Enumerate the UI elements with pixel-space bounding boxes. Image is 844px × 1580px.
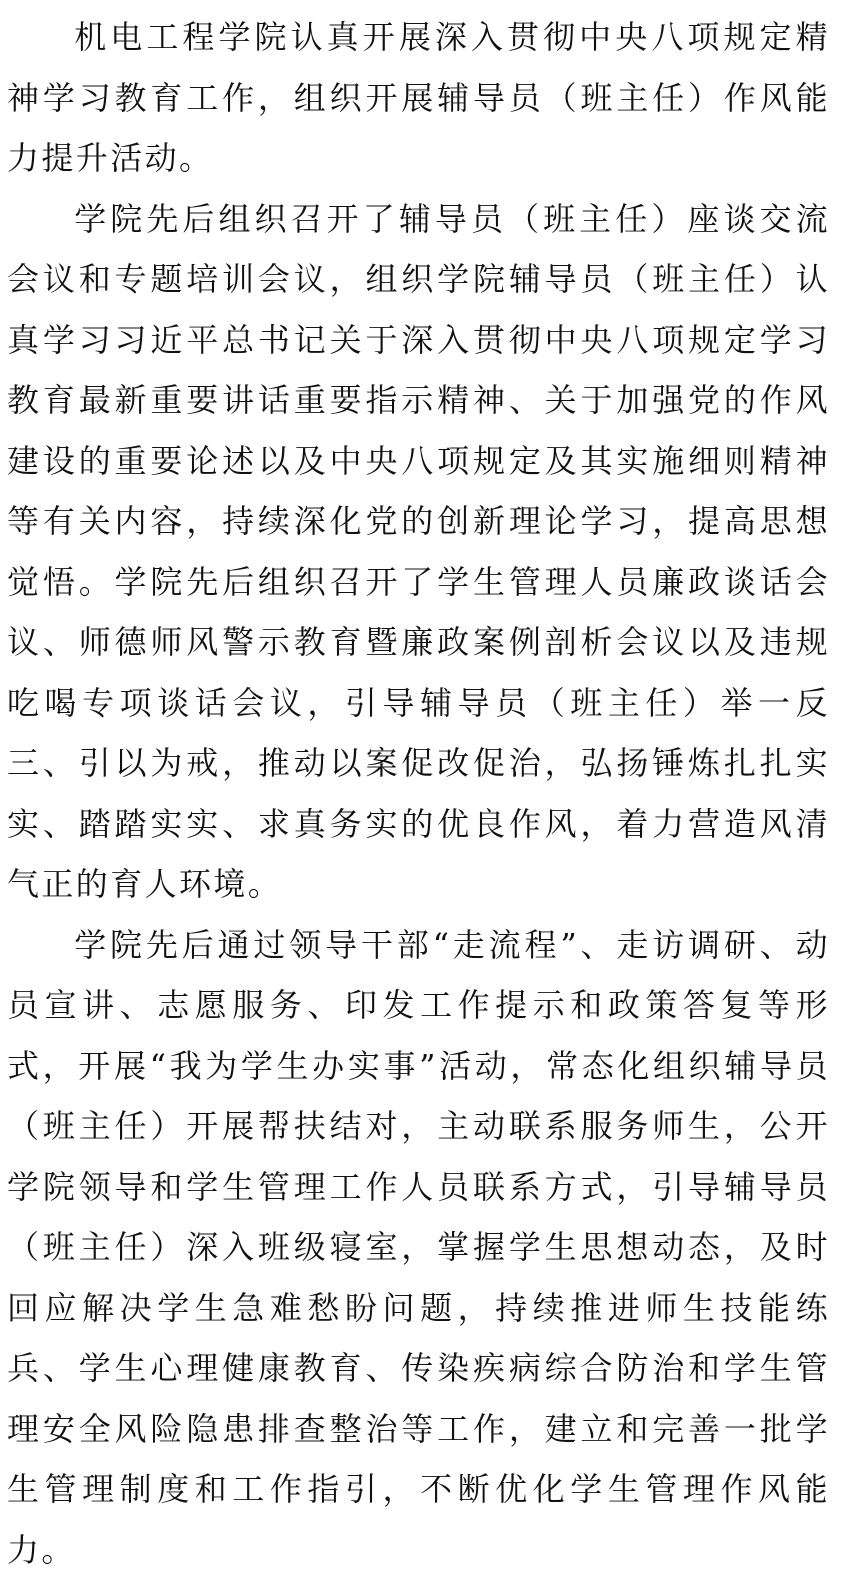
paragraph-student-service: 学院先后通过领导干部“走流程”、走访调研、动员宣讲、志愿服务、印发工作提示和政策答复等形式，开展“我为学生办实事”活动，常态化组织辅导员（班主任）开展帮扶结对，主动联系服务师生，公开学院领导和学生管理工作人员联系方式，引导辅导员（班主任）深入班级寝室，掌握学生思想动态，及时回应解决学生急难愁盼问题，持续推进师生技能练兵、学生心理健康教育、传染疾病综合防治和学生管理安全风险隐患排查整治等工作，建立和完善一批学生管理制度和工作指引，不断优化学生管理作风能力。 bbox=[7, 915, 830, 1580]
paragraph-integrity-study: 学院先后组织召开了辅导员（班主任）座谈交流会议和专题培训会议，组织学院辅导员（班主任）认真学习习近平总书记关于深入贯彻中央八项规定学习教育最新重要讲话重要指示精神、关于加强党的作风建设的重要论述以及中央八项规定及其实施细则精神等有关内容，持续深化党的创新理论学习，提高思想觉悟。学院先后组织召开了学生管理人员廉政谈话会议、师德师风警示教育暨廉政案例剖析会议以及违规吃喝专项谈话会议，引导辅导员（班主任）举一反三、引以为戒，推动以案促改促治，弘扬锤炼扎扎实实、踏踏实实、求真务实的优良作风，着力营造风清气正的育人环境。 bbox=[7, 189, 830, 915]
paragraph-intro: 机电工程学院认真开展深入贯彻中央八项规定精神学习教育工作，组织开展辅导员（班主任）作风能力提升活动。 bbox=[7, 7, 830, 189]
